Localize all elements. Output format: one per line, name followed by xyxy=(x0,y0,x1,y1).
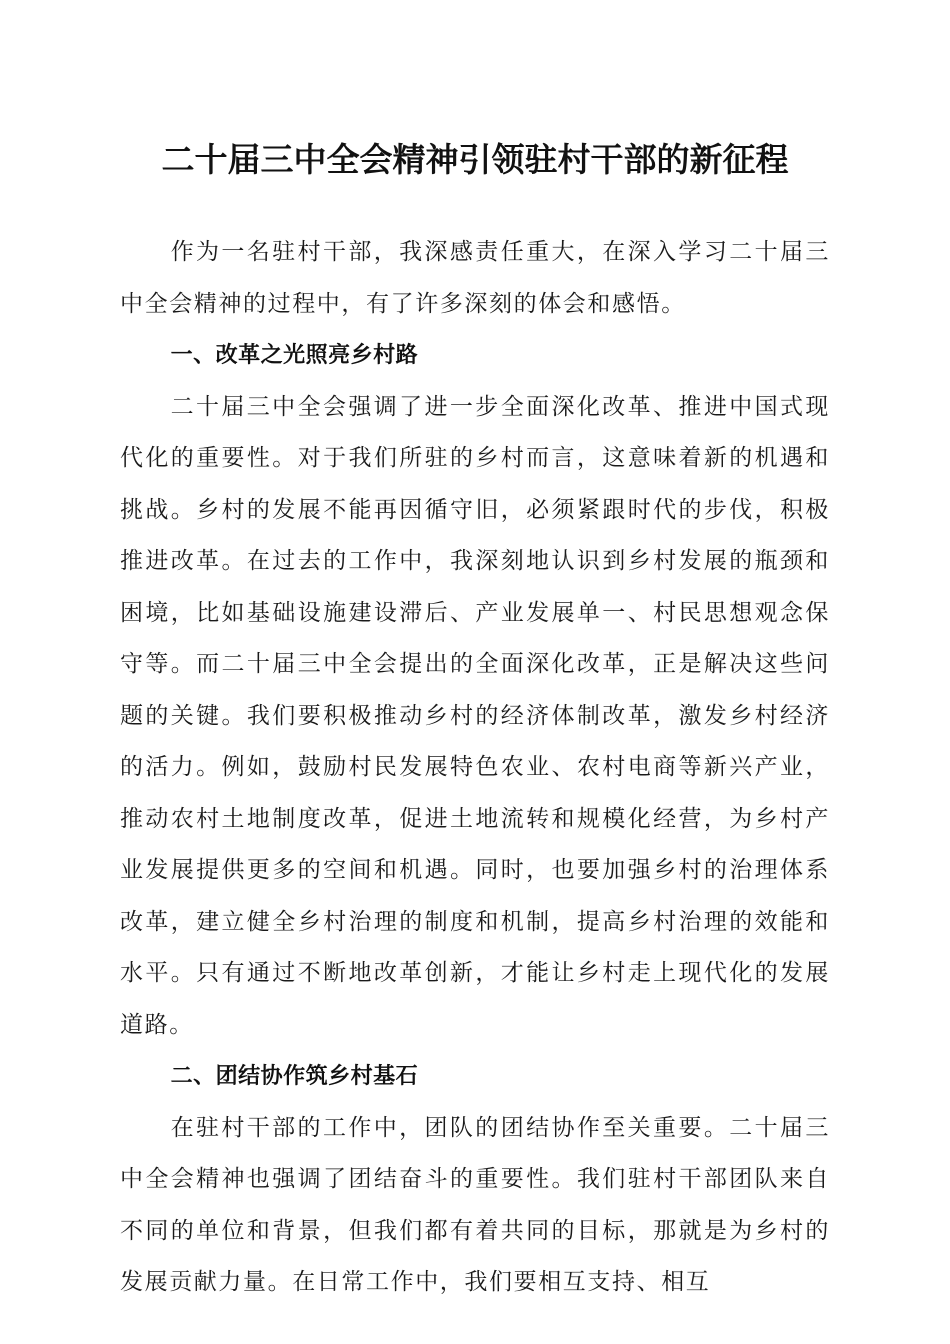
document-title: 二十届三中全会精神引领驻村干部的新征程 xyxy=(161,140,789,179)
intro-paragraph: 作为一名驻村干部，我深感责任重大，在深入学习二十届三中全会精神的过程中，有了许多深刻的体会和感悟。 xyxy=(120,239,830,317)
section-heading-1: 一、改革之光照亮乡村路 xyxy=(170,343,419,368)
section-heading-2: 二、团结协作筑乡村基石 xyxy=(170,1064,419,1089)
document-body xyxy=(120,227,830,1309)
section-paragraph-1: 二十届三中全会强调了进一步全面深化改革、推进中国式现代化的重要性。对于我们所驻的乡村而言，这意味着新的机遇和挑战。乡村的发展不能再因循守旧，必须紧跟时代的步伐，积极推进改革。在过去的工作中，我深刻地认识到乡村发展的瓶颈和困境，比如基础设施建设滞后、产业发展单一、村民思想观念保守等。而二十届三中全会提出的全面深化改革，正是解决这些问题的关键。我们要积极推动乡村的经济体制改革，激发乡村经济的活力。例如，鼓励村民发展特色农业、农村电商等新兴产业，推动农村土地制度改革，促进土地流转和规模化经营，为乡村产业发展提供更多的空间和机遇。同时，也要加强乡村的治理体系改革，建立健全乡村治理的制度和机制，提高乡村治理的效能和水平。只有通过不断地改革创新，才能让乡村走上现代化的发展道路。 xyxy=(120,393,830,1038)
section-paragraph-2: 在驻村干部的工作中，团队的团结协作至关重要。二十届三中全会精神也强调了团结奋斗的重要性。我们驻村干部团队来自不同的单位和背景，但我们都有着共同的目标，那就是为乡村的发展贡献力量。在日常工作中，我们要相互支持、相互 xyxy=(120,1114,830,1295)
